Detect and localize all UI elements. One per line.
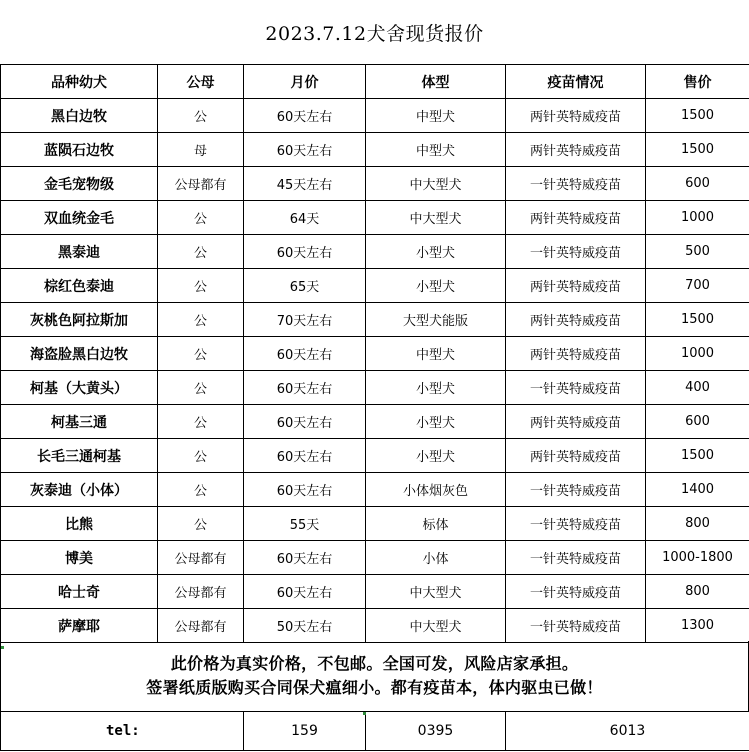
- cell-age[interactable]: 50天左右: [244, 609, 366, 643]
- cell-age[interactable]: 60天左右: [244, 473, 366, 507]
- header-price[interactable]: 售价: [646, 65, 749, 99]
- cell-sex[interactable]: 公: [158, 337, 244, 371]
- table-row: [1, 337, 749, 371]
- cell-breed[interactable]: 黑泰迪: [1, 235, 158, 269]
- cell-breed[interactable]: 棕红色泰迪: [1, 269, 158, 303]
- cell-age[interactable]: 70天左右: [244, 303, 366, 337]
- cell-price[interactable]: 1000: [646, 337, 749, 371]
- cell-size[interactable]: 小型犬: [366, 371, 506, 405]
- header-size[interactable]: 体型: [366, 65, 506, 99]
- cell-sex[interactable]: 公母都有: [158, 609, 244, 643]
- cell-sex[interactable]: 公母都有: [158, 575, 244, 609]
- cell-sex[interactable]: 公: [158, 99, 244, 133]
- cell-breed[interactable]: 柯基（大黄头）: [1, 371, 158, 405]
- tel-part-2[interactable]: 0395: [366, 712, 506, 751]
- cell-sex[interactable]: 公: [158, 201, 244, 235]
- sheet-title: 2023.7.12犬舍现货报价: [265, 22, 484, 45]
- table-row: [1, 473, 749, 507]
- table-row: [1, 371, 749, 405]
- cell-price[interactable]: 600: [646, 167, 749, 201]
- tel-part-1[interactable]: 159: [244, 712, 366, 751]
- cell-breed[interactable]: 博美: [1, 541, 158, 575]
- cell-vaccine[interactable]: 一针英特威疫苗: [506, 167, 646, 201]
- cell-size[interactable]: 大型犬能版: [366, 303, 506, 337]
- cell-breed[interactable]: 灰桃色阿拉斯加: [1, 303, 158, 337]
- cell-vaccine[interactable]: 两针英特威疫苗: [506, 337, 646, 371]
- contact-row: [0, 711, 749, 751]
- cell-breed[interactable]: 金毛宠物级: [1, 167, 158, 201]
- cell-breed[interactable]: 长毛三通柯基: [1, 439, 158, 473]
- cell-age[interactable]: 64天: [244, 201, 366, 235]
- cell-price[interactable]: 1500: [646, 439, 749, 473]
- cell-size[interactable]: 中大型犬: [366, 609, 506, 643]
- cell-size[interactable]: 中大型犬: [366, 167, 506, 201]
- cell-age[interactable]: 60天左右: [244, 575, 366, 609]
- cell-size[interactable]: 小型犬: [366, 439, 506, 473]
- cell-age[interactable]: 60天左右: [244, 133, 366, 167]
- table-row: [1, 439, 749, 473]
- cell-size[interactable]: 小体: [366, 541, 506, 575]
- cell-price[interactable]: 600: [646, 405, 749, 439]
- cell-sex[interactable]: 公: [158, 235, 244, 269]
- cell-breed[interactable]: 萨摩耶: [1, 609, 158, 643]
- cell-price[interactable]: 1000-1800: [646, 541, 749, 575]
- cell-sex[interactable]: 公: [158, 507, 244, 541]
- notice-line-2: 签署纸质版购买合同保犬瘟细小。都有疫苗本，体内驱虫已做！: [146, 678, 603, 697]
- cell-size[interactable]: 小型犬: [366, 269, 506, 303]
- notice-line-1: 此价格为真实价格，不包邮。全国可发，风险店家承担。: [170, 654, 579, 673]
- cell-breed[interactable]: 黑白边牧: [1, 99, 158, 133]
- cell-price[interactable]: 1300: [646, 609, 749, 643]
- cell-price[interactable]: 1000: [646, 201, 749, 235]
- cell-breed[interactable]: 柯基三通: [1, 405, 158, 439]
- cell-vaccine[interactable]: 两针英特威疫苗: [506, 133, 646, 167]
- table-row: [1, 201, 749, 235]
- notice-block[interactable]: [0, 641, 749, 711]
- header-sex[interactable]: 公母: [158, 65, 244, 99]
- cell-size[interactable]: 中型犬: [366, 337, 506, 371]
- header-row: [1, 65, 749, 99]
- cell-sex[interactable]: 公: [158, 439, 244, 473]
- cell-vaccine[interactable]: 一针英特威疫苗: [506, 541, 646, 575]
- cell-breed[interactable]: 比熊: [1, 507, 158, 541]
- table-row: [1, 269, 749, 303]
- cell-vaccine[interactable]: 两针英特威疫苗: [506, 439, 646, 473]
- cell-vaccine[interactable]: 一针英特威疫苗: [506, 371, 646, 405]
- header-vaccine[interactable]: 疫苗情况: [506, 65, 646, 99]
- cell-price[interactable]: 800: [646, 507, 749, 541]
- table-row: [1, 541, 749, 575]
- tel-part-3[interactable]: 6013: [506, 712, 749, 751]
- cell-size[interactable]: 中大型犬: [366, 201, 506, 235]
- table-row: [1, 235, 749, 269]
- cell-vaccine[interactable]: 两针英特威疫苗: [506, 269, 646, 303]
- cell-sex[interactable]: 公: [158, 269, 244, 303]
- table-row: [1, 303, 749, 337]
- cell-sex[interactable]: 公: [158, 371, 244, 405]
- cell-breed[interactable]: 灰泰迪（小体）: [1, 473, 158, 507]
- cell-vaccine[interactable]: 一针英特威疫苗: [506, 473, 646, 507]
- header-age[interactable]: 月价: [244, 65, 366, 99]
- cell-vaccine[interactable]: 一针英特威疫苗: [506, 609, 646, 643]
- table-row: [1, 133, 749, 167]
- cell-vaccine[interactable]: 一针英特威疫苗: [506, 575, 646, 609]
- table-row: [1, 575, 749, 609]
- cell-age[interactable]: 60天左右: [244, 405, 366, 439]
- cell-price[interactable]: 1500: [646, 99, 749, 133]
- cell-price[interactable]: 1500: [646, 133, 749, 167]
- cell-sex[interactable]: 母: [158, 133, 244, 167]
- price-table: [0, 64, 749, 643]
- cell-vaccine[interactable]: 一针英特威疫苗: [506, 235, 646, 269]
- cell-size[interactable]: 小型犬: [366, 405, 506, 439]
- cell-size[interactable]: 小型犬: [366, 235, 506, 269]
- cell-size[interactable]: 中大型犬: [366, 575, 506, 609]
- cell-vaccine[interactable]: 两针英特威疫苗: [506, 405, 646, 439]
- cell-marker: [1, 646, 4, 649]
- cell-size[interactable]: 中型犬: [366, 133, 506, 167]
- cell-age[interactable]: 60天左右: [244, 99, 366, 133]
- cell-age[interactable]: 45天左右: [244, 167, 366, 201]
- cell-sex[interactable]: 公: [158, 405, 244, 439]
- cell-price[interactable]: 400: [646, 371, 749, 405]
- cell-age[interactable]: 60天左右: [244, 439, 366, 473]
- cell-size[interactable]: 标体: [366, 507, 506, 541]
- tel-label[interactable]: tel:: [1, 712, 244, 751]
- cell-vaccine[interactable]: 两针英特威疫苗: [506, 201, 646, 235]
- cell-age[interactable]: 55天: [244, 507, 366, 541]
- cell-age[interactable]: 65天: [244, 269, 366, 303]
- cell-age[interactable]: 60天左右: [244, 541, 366, 575]
- cell-breed[interactable]: 蓝陨石边牧: [1, 133, 158, 167]
- cell-price[interactable]: 500: [646, 235, 749, 269]
- table-row: [1, 405, 749, 439]
- cell-sex[interactable]: 公: [158, 473, 244, 507]
- cell-price[interactable]: 1500: [646, 303, 749, 337]
- table-row: [1, 167, 749, 201]
- cell-marker: [363, 712, 366, 715]
- table-row: [1, 99, 749, 133]
- cell-sex[interactable]: 公母都有: [158, 167, 244, 201]
- cell-sex[interactable]: 公: [158, 303, 244, 337]
- cell-breed[interactable]: 哈士奇: [1, 575, 158, 609]
- cell-age[interactable]: 60天左右: [244, 337, 366, 371]
- cell-vaccine[interactable]: 两针英特威疫苗: [506, 99, 646, 133]
- cell-price[interactable]: 1400: [646, 473, 749, 507]
- cell-price[interactable]: 700: [646, 269, 749, 303]
- cell-breed[interactable]: 海盗脸黑白边牧: [1, 337, 158, 371]
- cell-vaccine[interactable]: 两针英特威疫苗: [506, 303, 646, 337]
- table-row: [1, 507, 749, 541]
- cell-size[interactable]: 小体烟灰色: [366, 473, 506, 507]
- cell-age[interactable]: 60天左右: [244, 371, 366, 405]
- table-row: [1, 609, 749, 643]
- cell-vaccine[interactable]: 一针英特威疫苗: [506, 507, 646, 541]
- cell-size[interactable]: 中型犬: [366, 99, 506, 133]
- cell-sex[interactable]: 公母都有: [158, 541, 244, 575]
- cell-breed[interactable]: 双血统金毛: [1, 201, 158, 235]
- header-breed[interactable]: 品种幼犬: [1, 65, 158, 99]
- cell-age[interactable]: 60天左右: [244, 235, 366, 269]
- cell-price[interactable]: 800: [646, 575, 749, 609]
